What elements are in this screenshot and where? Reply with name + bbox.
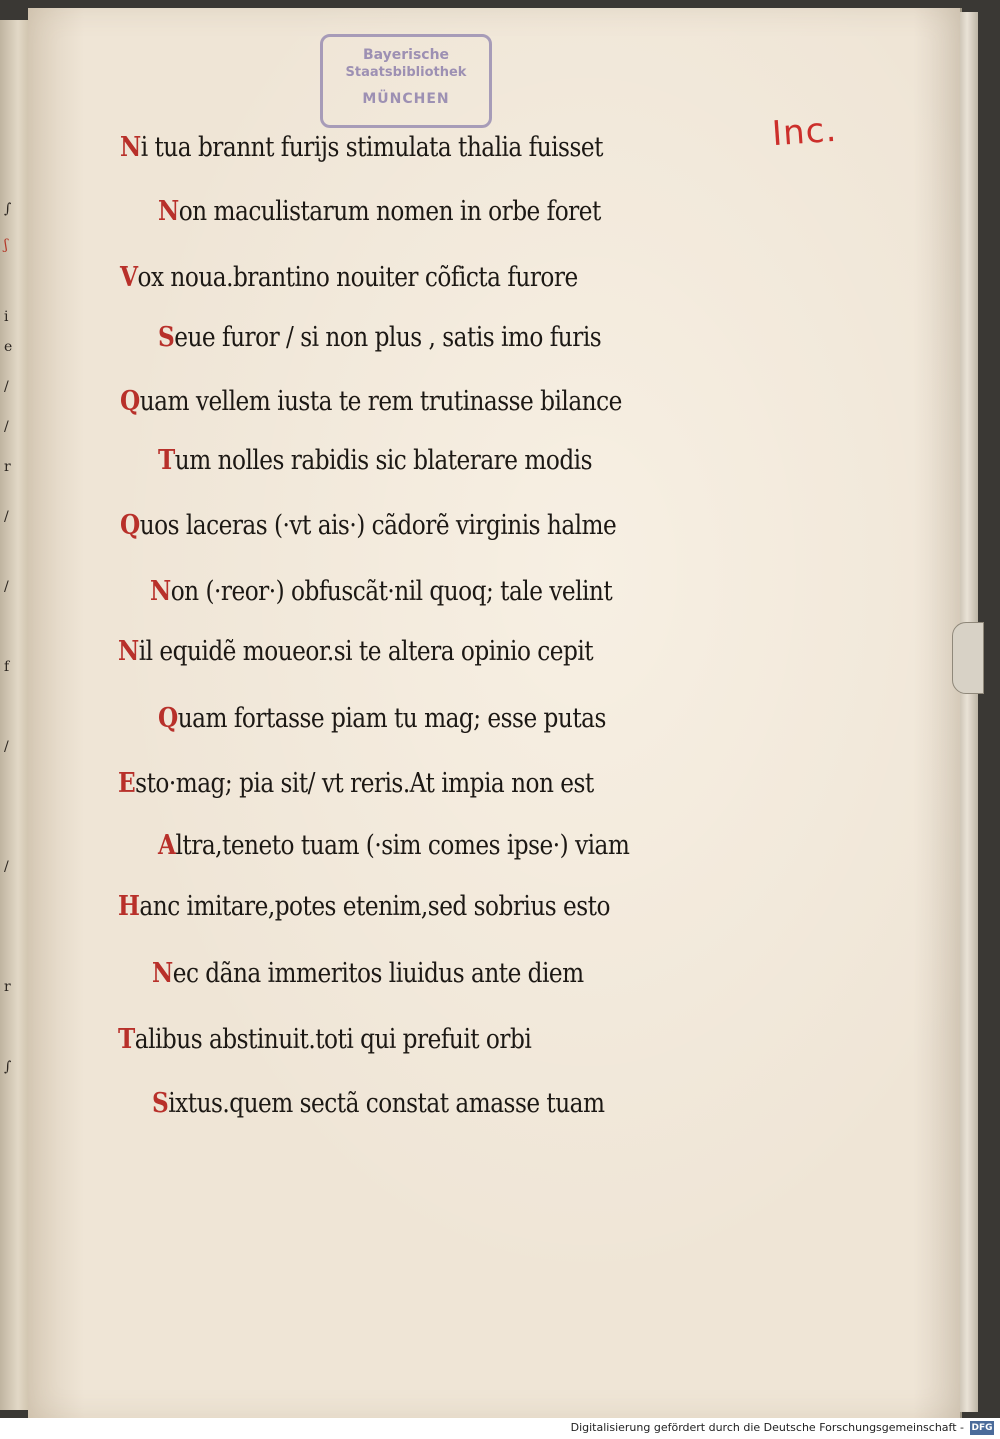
- verse-text: uam fortasse piam tu mag; esse putas: [177, 703, 606, 734]
- prev-page-glyph: /: [4, 739, 9, 755]
- verse-line: [152, 1088, 605, 1119]
- library-stamp: [320, 34, 492, 128]
- stamp-line-2: Staatsbibliothek: [345, 65, 467, 80]
- stamp-line-1: Bayerische: [362, 47, 450, 63]
- shelfmark-annotation: Inc.: [770, 109, 839, 155]
- prev-page-glyph: /: [4, 859, 9, 875]
- color-target-tab: [952, 622, 984, 694]
- verse-text: uos laceras (·vt ais·) cãdorẽ virginis halme: [139, 510, 617, 541]
- verse-initial: S: [152, 1088, 169, 1119]
- verse-line: [118, 768, 594, 799]
- verse-initial: H: [118, 891, 140, 922]
- digitization-footer: [0, 1418, 1000, 1439]
- prev-page-glyph: /: [4, 419, 9, 435]
- verse-initial: S: [158, 322, 175, 353]
- verse-text: eue furor / si non plus , satis imo furis: [174, 322, 602, 353]
- prev-page-rubric-glyph: ʃ: [4, 237, 8, 253]
- verse-text: ltra,teneto tuam (·sim comes ipse·) viam: [175, 830, 630, 861]
- verse-text: il equidẽ moueor.si te altera opinio cepit: [138, 636, 594, 667]
- verse-text: anc imitare,potes etenim,sed sobrius esto: [139, 891, 610, 922]
- verse-initial: A: [158, 830, 176, 861]
- dfg-logo: DFG: [971, 1423, 993, 1433]
- verse-initial: T: [118, 1024, 135, 1055]
- verse-text: ox noua.brantino nouiter cõficta furore: [137, 262, 578, 293]
- prev-page-glyph: ∫: [4, 201, 12, 217]
- prev-page-glyph: r: [4, 979, 11, 995]
- verse-initial: N: [158, 196, 179, 227]
- verse-line: [150, 576, 612, 607]
- prev-page-glyph: ∫: [4, 1059, 12, 1075]
- prev-page-glyph: f: [4, 659, 10, 675]
- prev-page-glyph: /: [4, 379, 9, 395]
- verse-line: [158, 196, 601, 227]
- verse-line: [158, 322, 601, 353]
- verse-initial: T: [158, 445, 175, 476]
- prev-page-glyph: i: [4, 309, 9, 325]
- verse-initial: N: [150, 576, 171, 607]
- prev-page-glyph: /: [4, 579, 9, 595]
- verse-line: [120, 262, 578, 293]
- verse-text: ixtus.quem sectã constat amasse tuam: [168, 1088, 605, 1119]
- prev-page-glyph: e: [4, 339, 13, 355]
- verse-line: [118, 636, 593, 667]
- verse-initial: N: [120, 132, 141, 163]
- verse-initial: E: [118, 768, 136, 799]
- verse-initial: N: [152, 958, 173, 989]
- verse-text: i tua brannt furijs stimulata thalia fuisset: [140, 132, 603, 163]
- verse-line: [158, 830, 629, 861]
- verse-initial: Q: [120, 510, 140, 541]
- verse-line: [158, 445, 592, 476]
- prev-page-glyph: r: [4, 459, 11, 475]
- verse-line: [118, 1024, 531, 1055]
- verse-text: uam vellem iusta te rem trutinasse bilance: [139, 386, 622, 417]
- stamp-line-3: MÜNCHEN: [362, 91, 450, 107]
- verse-text: on maculistarum nomen in orbe foret: [178, 196, 601, 227]
- verse-text: on (·reor·) obfuscãt·nil quoq; tale velint: [170, 576, 613, 607]
- verse-initial: Q: [120, 386, 140, 417]
- verse-initial: N: [118, 636, 139, 667]
- verse-line: [158, 703, 606, 734]
- verse-line: [120, 132, 603, 163]
- verse-initial: Q: [158, 703, 178, 734]
- funding-credit: Digitalisierung gefördert durch die Deutsche Forschungsgemeinschaft -: [570, 1421, 964, 1434]
- verse-line: [152, 958, 584, 989]
- verse-initial: V: [120, 262, 138, 293]
- page-stack-edge: [960, 12, 978, 1412]
- verse-line: [120, 510, 616, 541]
- verse-text: ec dãna immeritos liuidus ante diem: [172, 958, 584, 989]
- verse-text: alibus abstinuit.toti qui prefuit orbi: [134, 1024, 532, 1055]
- prev-page-glyph: /: [4, 509, 9, 525]
- verse-line: [118, 891, 610, 922]
- verse-text: um nolles rabidis sic blaterare modis: [174, 445, 592, 476]
- verse-text: sto·mag; pia sit/ vt reris.At impia non est: [135, 768, 594, 799]
- previous-page-edge: [0, 20, 31, 1410]
- verse-line: [120, 386, 622, 417]
